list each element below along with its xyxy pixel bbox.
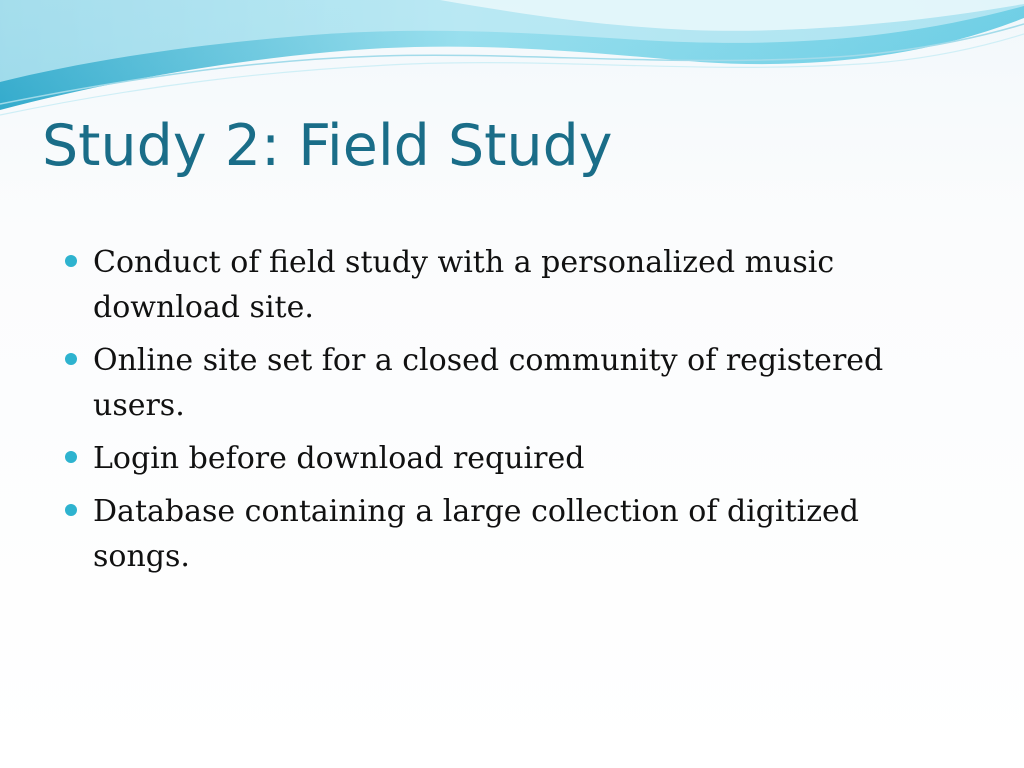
bullet-text: Online site set for a closed community of registered users.	[93, 343, 884, 423]
list-item	[60, 436, 920, 481]
bullet-marker-icon	[65, 504, 77, 516]
list-item	[60, 338, 920, 428]
bullet-text: Login before download required	[93, 441, 585, 476]
bullet-marker-icon	[65, 451, 77, 463]
bullet-text: Database containing a large collection of digitized songs.	[93, 494, 859, 574]
bullet-list	[60, 240, 920, 587]
bullet-marker-icon	[65, 353, 77, 365]
list-item	[60, 489, 920, 579]
bullet-marker-icon	[65, 255, 77, 267]
list-item	[60, 240, 920, 330]
bullet-text: Conduct of field study with a personalized music download site.	[93, 245, 835, 325]
slide-title: Study 2: Field Study	[42, 113, 613, 179]
